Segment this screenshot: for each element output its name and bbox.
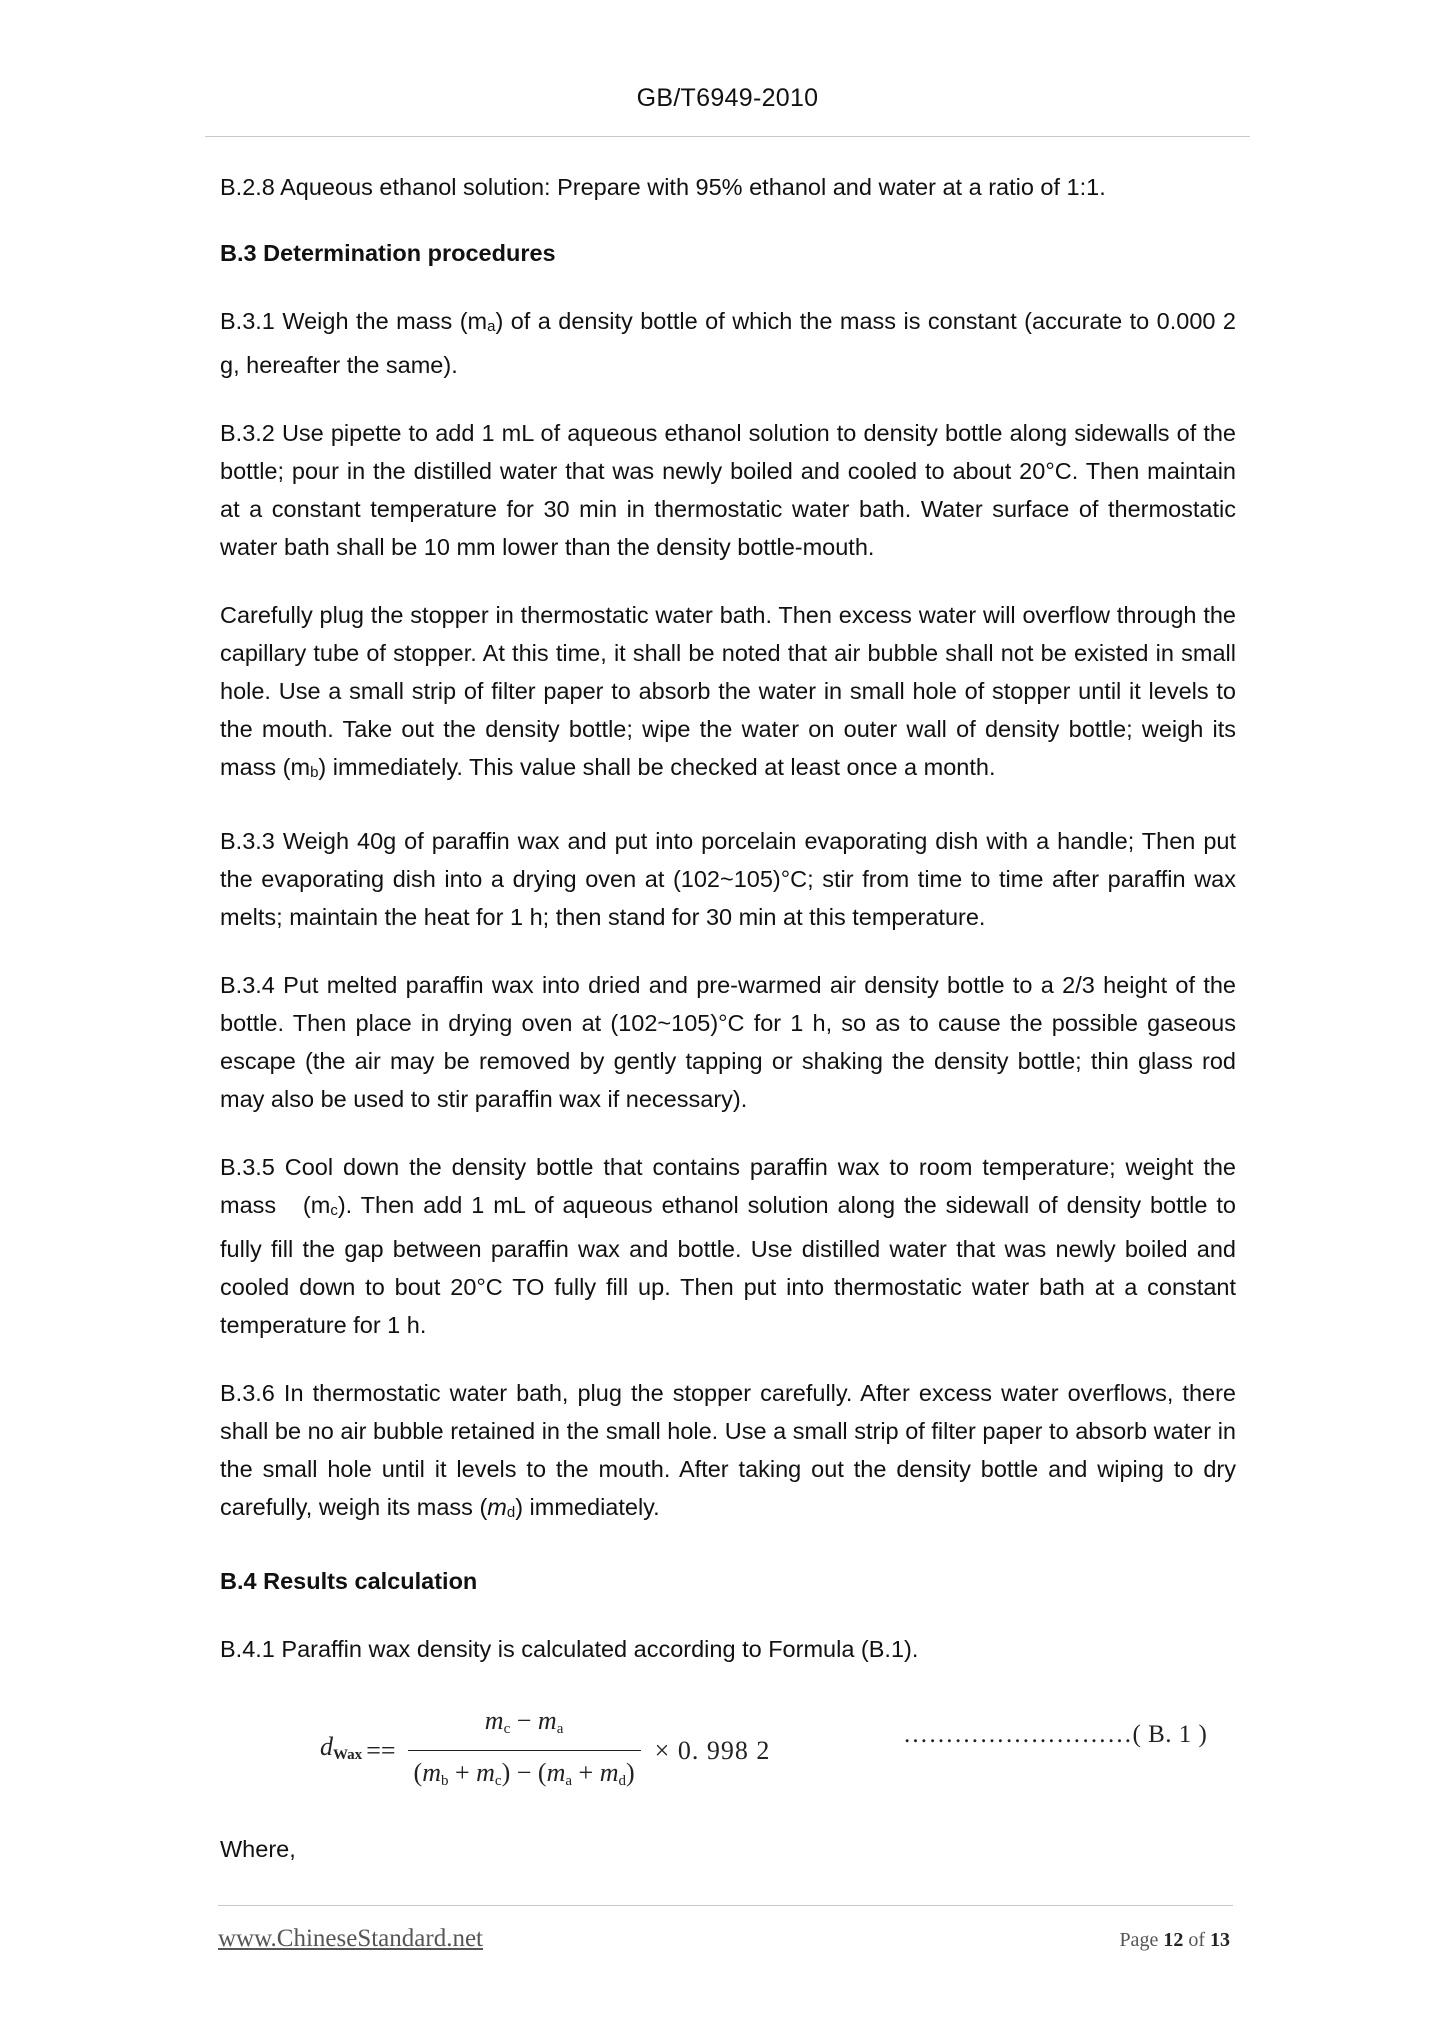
formula-expression bbox=[320, 1702, 770, 1800]
header-divider bbox=[205, 136, 1250, 137]
clause-b32: B.3.2 Use pipette to add 1 mL of aqueous ethanol solution to density bottle along sidewalls of the bottle; pour in the distilled water that was newly boiled and cooled to about 20°C. Then maintain at a constant temperature for 30 min in thermostatic water bath. Water surface of thermostatic water bath shall be 10 mm lower than the density bottle-mouth. bbox=[220, 420, 1236, 560]
formula-factor: × 0. 998 2 bbox=[654, 1736, 771, 1765]
formula-fraction bbox=[408, 1702, 641, 1800]
clause-b35 bbox=[220, 1148, 1243, 1344]
footer-website-link[interactable]: www.ChineseStandard.net bbox=[218, 1925, 483, 1952]
page-number: Page 12 of 13 bbox=[1119, 1929, 1230, 1951]
footer-divider bbox=[218, 1905, 1233, 1906]
formula-b1 bbox=[220, 1696, 1236, 1796]
formula-equals: == bbox=[366, 1736, 396, 1765]
clause-b35-sub: c bbox=[330, 1202, 338, 1219]
clause-b36 bbox=[220, 1374, 1236, 1532]
where-label: Where, bbox=[220, 1836, 296, 1862]
clause-b33: B.3.3 Weigh 40g of paraffin wax and put into porcelain evaporating dish with a handle; Then put the evaporating dish into a drying oven at (102~105)°C; stir from time to time after paraffin wax melts; maintain the heat for 1 h; then stand for 30 min at this temperature. bbox=[220, 828, 1236, 930]
formula-numerator: mc − ma bbox=[484, 1706, 564, 1737]
heading-results-calculation: B.4 Results calculation bbox=[220, 1568, 478, 1594]
clause-b32-continued bbox=[220, 596, 1236, 792]
clause-b31-pre: B.3.1 Weigh the mass (m bbox=[220, 308, 488, 334]
total-pages: 13 bbox=[1210, 1929, 1230, 1951]
clause-b34: B.3.4 Put melted paraffin wax into dried and pre-warmed air density bottle to a 2/3 height of the bottle. Then place in drying oven at (102~105)°C for 1 h, so as to cause the possible gaseous escape (the air may be removed by gently tapping or shaking the density bottle; thin glass rod may also be used to stir paraffin wax if necessary). bbox=[220, 972, 1236, 1112]
clause-b32-continued-sub: b bbox=[310, 764, 319, 781]
clause-b36-pre: B.3.6 In thermostatic water bath, plug the stopper carefully. After excess water overflows, there shall be no air bubble retained in the small hole. Use a small strip of filter paper to absorb water in the small hole until it levels to the mouth. After taking out the density bottle and wiping to dry carefully, weigh its mass ( bbox=[220, 1380, 1236, 1520]
clause-b36-post: ) immediately. bbox=[515, 1494, 660, 1520]
clause-b36-var: m bbox=[487, 1494, 507, 1520]
clause-b35-post: ). Then add 1 mL of aqueous ethanol solution along the sidewall of density bottle to fully fill the gap between paraffin wax and bottle. Use distilled water that was newly boiled and cooled down to bout 20°C TO fully fill up. Then put into thermostatic water bath at a constant temperature for 1 h. bbox=[220, 1192, 1237, 1338]
document-header: GB/T6949-2010 bbox=[636, 84, 819, 112]
formula-denominator: (mb + mc) − (ma + md) bbox=[408, 1750, 641, 1800]
clause-b28: B.2.8 Aqueous ethanol solution: Prepare with 95% ethanol and water at a ratio of 1:1. bbox=[220, 174, 1106, 200]
current-page: 12 bbox=[1163, 1929, 1184, 1951]
formula-lhs: dWax bbox=[320, 1732, 363, 1763]
clause-b35-pre: B.3.5 Cool down the density bottle that contains paraffin wax to room temperature; weight the mass (m bbox=[220, 1154, 1243, 1218]
heading-determination-procedures: B.3 Determination procedures bbox=[220, 240, 556, 266]
clause-b31 bbox=[220, 302, 1236, 384]
clause-b31-post: ) of a density bottle of which the mass is constant (accurate to 0.000 2 g, hereafter the same). bbox=[220, 308, 1236, 378]
clause-b36-sub: d bbox=[506, 1504, 516, 1521]
formula-reference: ………………………( B. 1 ) bbox=[903, 1721, 1208, 1748]
clause-b32-continued-pre: Carefully plug the stopper in thermostatic water bath. Then excess water will overflow through the capillary tube of stopper. At this time, it shall be noted that air bubble shall not be existed in small hole. Use a small strip of filter paper to absorb the water in small hole of stopper until it levels to the mouth. Take out the density bottle; wipe the water on outer wall of density bottle; weigh its mass (m bbox=[220, 602, 1236, 780]
clause-b41: B.4.1 Paraffin wax density is calculated according to Formula (B.1). bbox=[220, 1636, 919, 1662]
document-body bbox=[220, 168, 1243, 1896]
clause-b32-continued-post: ) immediately. This value shall be checked at least once a month. bbox=[318, 754, 996, 780]
clause-b31-sub: a bbox=[487, 318, 496, 335]
